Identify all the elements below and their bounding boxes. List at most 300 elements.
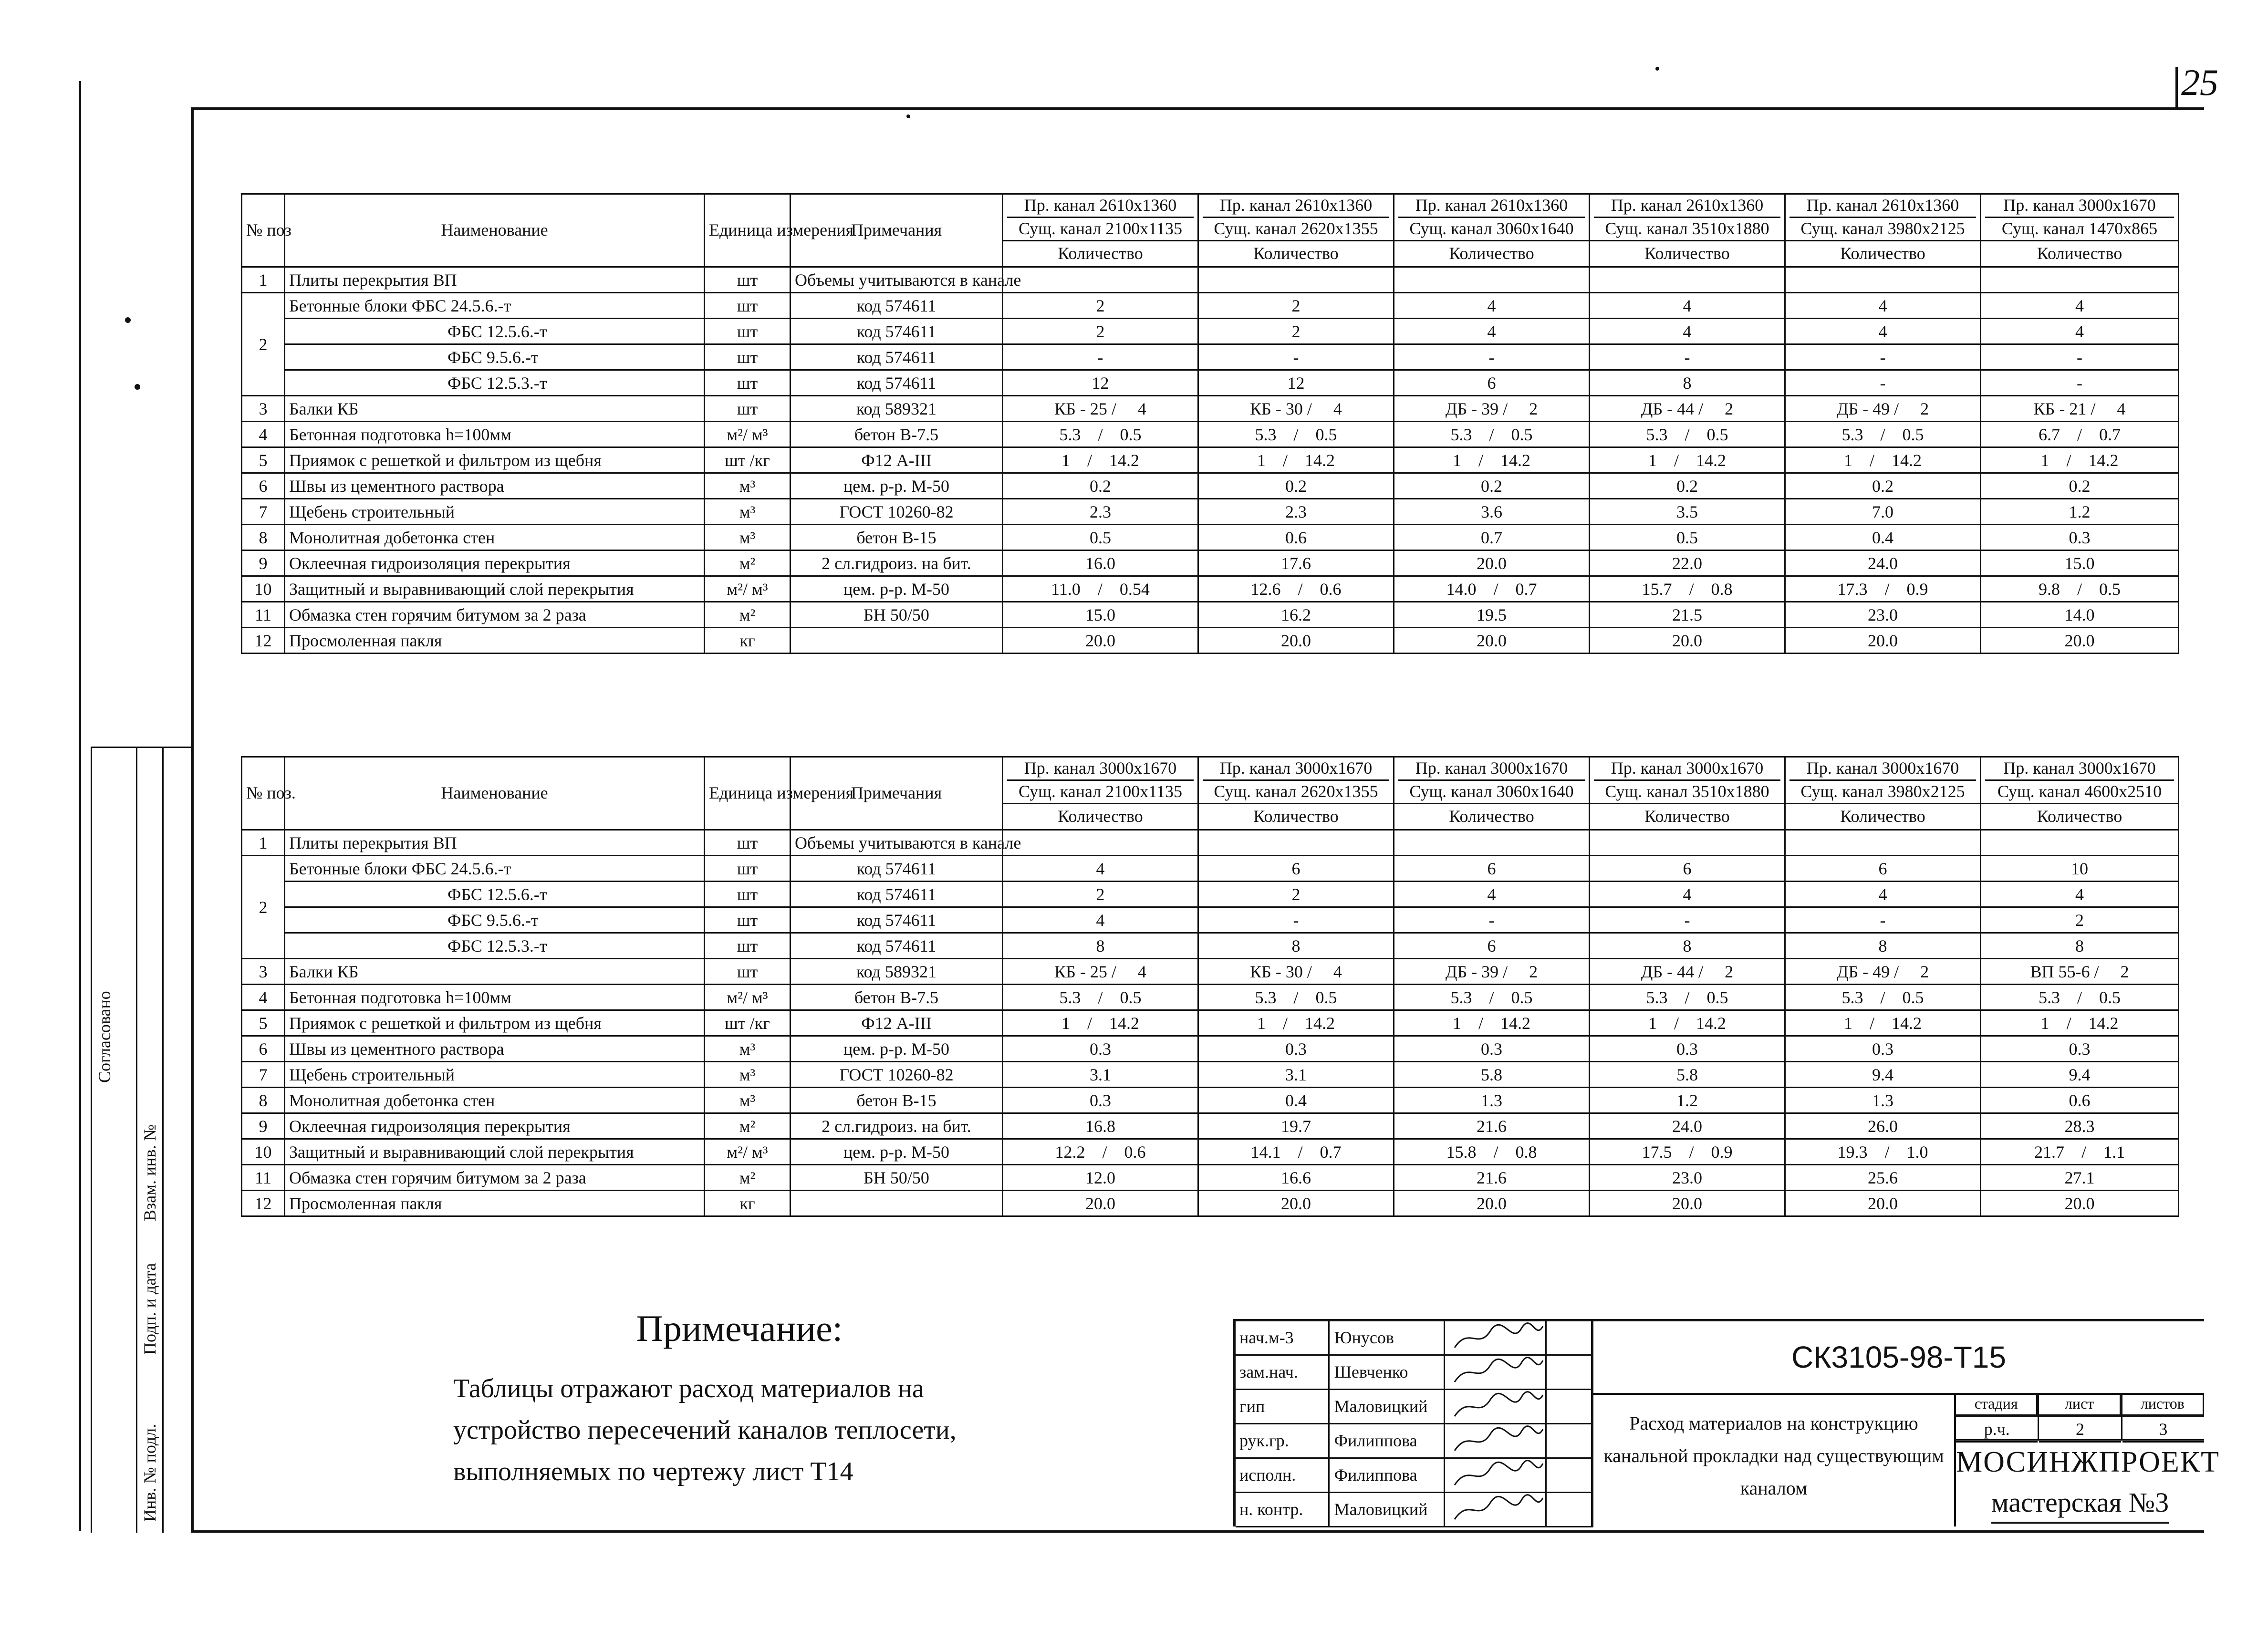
quantity-cell: 22.0 (1590, 550, 1785, 576)
quantity-cell: 10 (1981, 856, 2179, 882)
quantity-cell: 1.2 (1981, 499, 2179, 525)
table-row (242, 830, 2179, 856)
signatory-role: нач.м-3 (1236, 1321, 1330, 1354)
table-row (242, 1062, 2179, 1088)
item-note: бетон В-7.5 (791, 985, 1003, 1010)
quantity-header: Количество (1981, 241, 2179, 267)
quantity-cell: 14.0 (1981, 602, 2179, 628)
position-number: 8 (242, 525, 285, 550)
header-name: Наименование (285, 757, 705, 830)
quantity-cell: КБ - 30 / 4 (1198, 396, 1394, 422)
quantity-cell (1785, 267, 1981, 293)
quantity-cell: 1 / 14.2 (1003, 1010, 1198, 1036)
quantity-cell: - (1003, 344, 1198, 370)
item-note: код 574611 (791, 344, 1003, 370)
quantity-cell: 15.7 / 0.8 (1590, 576, 1785, 602)
signature-date (1547, 1356, 1593, 1389)
quantity-cell: - (1394, 344, 1590, 370)
table-row (242, 985, 2179, 1010)
signature-date (1547, 1424, 1593, 1457)
item-unit: кг (705, 628, 791, 654)
header-name: Наименование (285, 194, 705, 267)
quantity-cell: 0.5 (1590, 525, 1785, 550)
quantity-cell: ДБ - 39 / 2 (1394, 396, 1590, 422)
handwritten-signature (1445, 1424, 1547, 1457)
item-unit: шт (705, 319, 791, 344)
quantity-cell: 20.0 (1785, 1191, 1981, 1216)
item-unit: м³ (705, 1088, 791, 1113)
position-number: 2 (242, 856, 285, 959)
quantity-cell: 1 / 14.2 (1198, 1010, 1394, 1036)
item-note: цем. р-р. М-50 (791, 1139, 1003, 1165)
quantity-cell: - (1981, 344, 2179, 370)
item-unit: м² (705, 1113, 791, 1139)
item-name: Балки КБ (285, 396, 705, 422)
sheet-label: лист (2039, 1393, 2121, 1416)
item-unit: шт (705, 959, 791, 985)
signature-date (1547, 1493, 1593, 1526)
table-row (242, 1165, 2179, 1191)
item-unit: м³ (705, 473, 791, 499)
table-row (242, 447, 2179, 473)
quantity-cell: 4 (1981, 882, 2179, 907)
quantity-cell: 0.2 (1590, 473, 1785, 499)
table-row (242, 1036, 2179, 1062)
item-name: Плиты перекрытия ВП (285, 830, 705, 856)
position-number: 5 (242, 447, 285, 473)
signature-row (1236, 1424, 1593, 1459)
quantity-cell: 2 (1198, 293, 1394, 319)
notes-block (453, 1307, 1026, 1492)
sheets-cell (2122, 1393, 2204, 1441)
item-unit: шт (705, 830, 791, 856)
signatory-name: Маловицкий (1330, 1390, 1446, 1423)
table-body (242, 267, 2179, 654)
quantity-cell: 1 / 14.2 (1785, 447, 1981, 473)
drawing-code: СК3105-98-Т15 (1593, 1321, 2204, 1395)
quantity-cell: КБ - 25 / 4 (1003, 959, 1198, 985)
table-row (242, 959, 2179, 985)
item-note: 2 сл.гидроиз. на бит. (791, 550, 1003, 576)
signature-row (1236, 1493, 1593, 1527)
strip-label-repl-inv: Взам. инв. № (140, 1124, 159, 1221)
quantity-cell: - (1785, 344, 1981, 370)
quantity-cell: 8 (1590, 370, 1785, 396)
table-row (242, 319, 2179, 344)
quantity-cell: 1 / 14.2 (1198, 447, 1394, 473)
signature-date (1547, 1459, 1593, 1492)
item-name: Бетонная подготовка h=100мм (285, 985, 705, 1010)
item-unit: шт (705, 267, 791, 293)
strip-label-agreed: Согласовано (95, 991, 114, 1083)
quantity-cell: 0.3 (1981, 525, 2179, 550)
quantity-cell: 1.3 (1785, 1088, 1981, 1113)
quantity-cell: - (1394, 907, 1590, 933)
quantity-cell: 20.0 (1394, 628, 1590, 654)
item-name: Щебень строительный (285, 1062, 705, 1088)
quantity-cell: 1 / 14.2 (1981, 1010, 2179, 1036)
position-number: 6 (242, 473, 285, 499)
quantity-cell: 0.3 (1394, 1036, 1590, 1062)
quantity-cell: 5.8 (1394, 1062, 1590, 1088)
page-number-divider (2175, 67, 2178, 110)
quantity-cell: 20.0 (1003, 1191, 1198, 1216)
quantity-cell: 24.0 (1785, 550, 1981, 576)
signature-row (1236, 1390, 1593, 1424)
item-note: бетон В-15 (791, 525, 1003, 550)
item-unit: шт /кг (705, 447, 791, 473)
item-unit: кг (705, 1191, 791, 1216)
item-name: Швы из цементного раствора (285, 473, 705, 499)
quantity-header: Количество (1394, 241, 1590, 267)
stage-value: р.ч. (1956, 1416, 2038, 1443)
item-name: Бетонные блоки ФБС 24.5.6.-т (285, 293, 705, 319)
item-note: Ф12 А-III (791, 447, 1003, 473)
stage-sheet-block (1956, 1393, 2204, 1441)
position-number: 6 (242, 1036, 285, 1062)
frame-bottom-border (191, 1530, 2204, 1533)
quantity-cell: 0.2 (1198, 473, 1394, 499)
quantity-cell: - (1590, 907, 1785, 933)
item-unit: шт (705, 293, 791, 319)
quantity-cell (1003, 830, 1198, 856)
header-note: Примечания (791, 757, 1003, 830)
quantity-cell: 2 (1981, 907, 2179, 933)
quantity-cell: 4 (1590, 882, 1785, 907)
quantity-cell: 2 (1198, 882, 1394, 907)
signatory-name: Филиппова (1330, 1459, 1446, 1492)
item-unit: шт (705, 933, 791, 959)
quantity-cell: 28.3 (1981, 1113, 2179, 1139)
quantity-cell: - (1785, 907, 1981, 933)
quantity-cell: 1 / 14.2 (1003, 447, 1198, 473)
quantity-cell: 16.0 (1003, 550, 1198, 576)
drawing-description: Расход материалов на конструкцию канальной прокладки над существующим каналом (1593, 1393, 1956, 1526)
column-header: Пр. канал 3000х1670 Сущ. канал 2620х1355 (1198, 757, 1394, 804)
quantity-cell: 15.0 (1003, 602, 1198, 628)
item-name: ФБС 12.5.6.-т (285, 319, 705, 344)
item-note: Объемы учитываются в канале (791, 830, 1003, 856)
table-row (242, 1010, 2179, 1036)
item-note: код 574611 (791, 856, 1003, 882)
quantity-header: Количество (1003, 804, 1198, 830)
sheet-value: 2 (2039, 1416, 2121, 1443)
item-name: Приямок с решеткой и фильтром из щебня (285, 447, 705, 473)
handwritten-signature (1445, 1321, 1547, 1354)
quantity-cell (1981, 267, 2179, 293)
signatory-role: зам.нач. (1236, 1356, 1330, 1389)
quantity-cell: 1 / 14.2 (1981, 447, 2179, 473)
item-name: ФБС 12.5.3.-т (285, 370, 705, 396)
sheet-cell (2039, 1393, 2122, 1441)
quantity-cell: 15.8 / 0.8 (1394, 1139, 1590, 1165)
quantity-cell: 21.6 (1394, 1113, 1590, 1139)
scan-speck (125, 317, 131, 323)
quantity-cell: 5.8 (1590, 1062, 1785, 1088)
item-note: код 574611 (791, 907, 1003, 933)
column-header: Пр. канал 3000х1670 Сущ. канал 3510х1880 (1590, 757, 1785, 804)
quantity-cell: 17.3 / 0.9 (1785, 576, 1981, 602)
item-name: Просмоленная пакля (285, 628, 705, 654)
item-note: код 574611 (791, 370, 1003, 396)
quantity-cell: 25.6 (1785, 1165, 1981, 1191)
quantity-cell: 3.1 (1003, 1062, 1198, 1088)
quantity-cell: 4 (1590, 319, 1785, 344)
header-pos: № поз. (242, 757, 285, 830)
item-note: код 574611 (791, 933, 1003, 959)
quantity-cell: 12 (1198, 370, 1394, 396)
quantity-cell: 23.0 (1590, 1165, 1785, 1191)
quantity-cell: 14.0 / 0.7 (1394, 576, 1590, 602)
item-unit: шт (705, 396, 791, 422)
table-row (242, 602, 2179, 628)
table-row (242, 267, 2179, 293)
frame-left-border (191, 107, 194, 1531)
position-number: 4 (242, 985, 285, 1010)
item-note: цем. р-р. М-50 (791, 1036, 1003, 1062)
quantity-cell: 16.8 (1003, 1113, 1198, 1139)
stage-cell (1956, 1393, 2039, 1441)
quantity-cell: 7.0 (1785, 499, 1981, 525)
header-unit: Единица измерения (705, 757, 791, 830)
quantity-cell: 23.0 (1785, 602, 1981, 628)
position-number: 11 (242, 1165, 285, 1191)
quantity-cell: 0.3 (1003, 1088, 1198, 1113)
quantity-cell: 27.1 (1981, 1165, 2179, 1191)
quantity-cell: 0.4 (1785, 525, 1981, 550)
position-number: 2 (242, 293, 285, 396)
notes-text: Таблицы отражают расход материалов на устройство пересечений каналов теплосети, выполняемых по чертежу лист Т14 (453, 1374, 957, 1486)
position-number: 4 (242, 422, 285, 447)
table-row (242, 1139, 2179, 1165)
quantity-cell: 20.0 (1003, 628, 1198, 654)
quantity-cell: 5.3 / 0.5 (1590, 422, 1785, 447)
position-number: 12 (242, 1191, 285, 1216)
quantity-cell: 0.6 (1981, 1088, 2179, 1113)
quantity-cell: ДБ - 39 / 2 (1394, 959, 1590, 985)
quantity-cell: 20.0 (1394, 1191, 1590, 1216)
table-row (242, 525, 2179, 550)
quantity-cell: ДБ - 44 / 2 (1590, 396, 1785, 422)
quantity-cell (1198, 267, 1394, 293)
quantity-cell: - (1981, 370, 2179, 396)
item-name: ФБС 9.5.6.-т (285, 907, 705, 933)
table-row (242, 370, 2179, 396)
signatory-role: гип (1236, 1390, 1330, 1423)
quantity-cell: 5.3 / 0.5 (1394, 422, 1590, 447)
quantity-cell: 0.6 (1198, 525, 1394, 550)
table-row (242, 576, 2179, 602)
quantity-cell (1981, 830, 2179, 856)
table-row (242, 856, 2179, 882)
item-name: ФБС 12.5.6.-т (285, 882, 705, 907)
notes-heading: Примечание: (636, 1308, 843, 1349)
quantity-cell: 8 (1785, 933, 1981, 959)
quantity-cell: 8 (1198, 933, 1394, 959)
item-name: Плиты перекрытия ВП (285, 267, 705, 293)
quantity-cell: 6 (1590, 856, 1785, 882)
quantity-cell: 6.7 / 0.7 (1981, 422, 2179, 447)
quantity-cell: ВП 55-6 / 2 (1981, 959, 2179, 985)
quantity-cell: 0.3 (1003, 1036, 1198, 1062)
quantity-cell: КБ - 25 / 4 (1003, 396, 1198, 422)
quantity-cell: - (1198, 907, 1394, 933)
item-unit: шт /кг (705, 1010, 791, 1036)
item-name: Обмазка стен горячим битумом за 2 раза (285, 1165, 705, 1191)
quantity-cell: 6 (1394, 370, 1590, 396)
column-header: Пр. канал 2610х1360 Сущ. канал 2620х1355 (1198, 194, 1394, 241)
item-name: ФБС 12.5.3.-т (285, 933, 705, 959)
signatory-role: рук.гр. (1236, 1424, 1330, 1457)
signatory-name: Шевченко (1330, 1356, 1446, 1389)
quantity-cell: 9.4 (1785, 1062, 1981, 1088)
quantity-header: Количество (1198, 804, 1394, 830)
item-name: Бетонная подготовка h=100мм (285, 422, 705, 447)
quantity-header: Количество (1394, 804, 1590, 830)
sheets-label: листов (2122, 1393, 2204, 1416)
column-header: Пр. канал 2610х1360 Сущ. канал 3980х2125 (1785, 194, 1981, 241)
quantity-cell: 5.3 / 0.5 (1003, 985, 1198, 1010)
item-note: 2 сл.гидроиз. на бит. (791, 1113, 1003, 1139)
quantity-cell: 2.3 (1198, 499, 1394, 525)
stage-label: стадия (1956, 1393, 2038, 1416)
item-name: Балки КБ (285, 959, 705, 985)
quantity-cell: 11.0 / 0.54 (1003, 576, 1198, 602)
item-name: ФБС 9.5.6.-т (285, 344, 705, 370)
quantity-cell: 0.3 (1981, 1036, 2179, 1062)
quantity-cell: 15.0 (1981, 550, 2179, 576)
signature-row (1236, 1321, 1593, 1356)
item-unit: м²/ м³ (705, 422, 791, 447)
table-row (242, 1113, 2179, 1139)
position-number: 3 (242, 959, 285, 985)
signatory-role: исполн. (1236, 1459, 1330, 1492)
item-name: Оклеечная гидроизоляция перекрытия (285, 550, 705, 576)
position-number: 10 (242, 1139, 285, 1165)
column-header: Пр. канал 3000х1670 Сущ. канал 1470х865 (1981, 194, 2179, 241)
quantity-cell: 2 (1198, 319, 1394, 344)
item-unit: м²/ м³ (705, 576, 791, 602)
quantity-cell: 14.1 / 0.7 (1198, 1139, 1394, 1165)
column-header: Пр. канал 2610х1360 Сущ. канал 2100х1135 (1003, 194, 1198, 241)
item-unit: шт (705, 882, 791, 907)
quantity-cell: 0.4 (1198, 1088, 1394, 1113)
column-header: Пр. канал 3000х1670 Сущ. канал 4600х2510 (1981, 757, 2179, 804)
item-note: Ф12 А-III (791, 1010, 1003, 1036)
position-number: 9 (242, 550, 285, 576)
signatory-name: Филиппова (1330, 1424, 1446, 1457)
quantity-cell: ДБ - 49 / 2 (1785, 396, 1981, 422)
column-header: Пр. канал 3000х1670 Сущ. канал 3060х1640 (1394, 757, 1590, 804)
table-body (242, 830, 2179, 1216)
quantity-cell: 5.3 / 0.5 (1198, 985, 1394, 1010)
quantity-cell: 1.3 (1394, 1088, 1590, 1113)
quantity-cell: 20.0 (1785, 628, 1981, 654)
item-note: код 574611 (791, 319, 1003, 344)
quantity-cell: 21.6 (1394, 1165, 1590, 1191)
quantity-cell: 0.5 (1003, 525, 1198, 550)
item-unit: м³ (705, 1036, 791, 1062)
quantity-cell: 0.2 (1003, 473, 1198, 499)
table-row (242, 628, 2179, 654)
materials-table-1 (241, 193, 2179, 654)
item-name: Оклеечная гидроизоляция перекрытия (285, 1113, 705, 1139)
item-note: ГОСТ 10260-82 (791, 1062, 1003, 1088)
signature-date (1547, 1321, 1593, 1354)
quantity-header: Количество (1981, 804, 2179, 830)
quantity-cell: ДБ - 44 / 2 (1590, 959, 1785, 985)
quantity-cell: 1 / 14.2 (1785, 1010, 1981, 1036)
quantity-cell: 5.3 / 0.5 (1785, 985, 1981, 1010)
quantity-cell: КБ - 21 / 4 (1981, 396, 2179, 422)
quantity-cell: 19.5 (1394, 602, 1590, 628)
header-pos: № поз (242, 194, 285, 267)
quantity-cell: 8 (1590, 933, 1785, 959)
item-name: Монолитная добетонка стен (285, 1088, 705, 1113)
quantity-cell: 19.7 (1198, 1113, 1394, 1139)
quantity-cell: 20.0 (1590, 1191, 1785, 1216)
quantity-cell: 12.0 (1003, 1165, 1198, 1191)
item-unit: м² (705, 550, 791, 576)
quantity-cell (1590, 830, 1785, 856)
item-name: Щебень строительный (285, 499, 705, 525)
quantity-cell: 0.2 (1394, 473, 1590, 499)
handwritten-signature (1445, 1459, 1547, 1492)
signatory-role: н. контр. (1236, 1493, 1330, 1526)
outer-margin-line (79, 81, 81, 1531)
quantity-header: Количество (1003, 241, 1198, 267)
organization-block (1956, 1441, 2220, 1526)
item-unit: м² (705, 1165, 791, 1191)
quantity-cell: 16.6 (1198, 1165, 1394, 1191)
table-row (242, 473, 2179, 499)
quantity-cell: ДБ - 49 / 2 (1785, 959, 1981, 985)
table-row (242, 1088, 2179, 1113)
position-number: 9 (242, 1113, 285, 1139)
quantity-cell: 5.3 / 0.5 (1590, 985, 1785, 1010)
item-unit: м³ (705, 525, 791, 550)
position-number: 10 (242, 576, 285, 602)
quantity-cell (1198, 830, 1394, 856)
quantity-cell: 4 (1785, 293, 1981, 319)
signature-date (1547, 1390, 1593, 1423)
table-row (242, 907, 2179, 933)
item-unit: м²/ м³ (705, 985, 791, 1010)
item-note: код 589321 (791, 959, 1003, 985)
item-name: Защитный и выравнивающий слой перекрытия (285, 576, 705, 602)
quantity-cell: 2 (1003, 293, 1198, 319)
item-name: Швы из цементного раствора (285, 1036, 705, 1062)
quantity-cell: - (1785, 370, 1981, 396)
quantity-cell: 1 / 14.2 (1394, 1010, 1590, 1036)
title-block-stamp (1233, 1319, 2220, 1526)
quantity-cell: 4 (1003, 907, 1198, 933)
position-number: 5 (242, 1010, 285, 1036)
quantity-cell: 0.3 (1785, 1036, 1981, 1062)
quantity-cell: 1.2 (1590, 1088, 1785, 1113)
item-note: код 574611 (791, 293, 1003, 319)
quantity-cell (1394, 830, 1590, 856)
quantity-cell: 0.3 (1590, 1036, 1785, 1062)
column-header: Пр. канал 2610х1360 Сущ. канал 3510х1880 (1590, 194, 1785, 241)
position-number: 7 (242, 499, 285, 525)
organization-name: МОСИНЖПРОЕКТ (1956, 1446, 2220, 1478)
quantity-cell: 6 (1198, 856, 1394, 882)
quantity-cell: 6 (1394, 856, 1590, 882)
item-note: БН 50/50 (791, 602, 1003, 628)
scan-speck (135, 384, 140, 390)
quantity-header: Количество (1590, 241, 1785, 267)
